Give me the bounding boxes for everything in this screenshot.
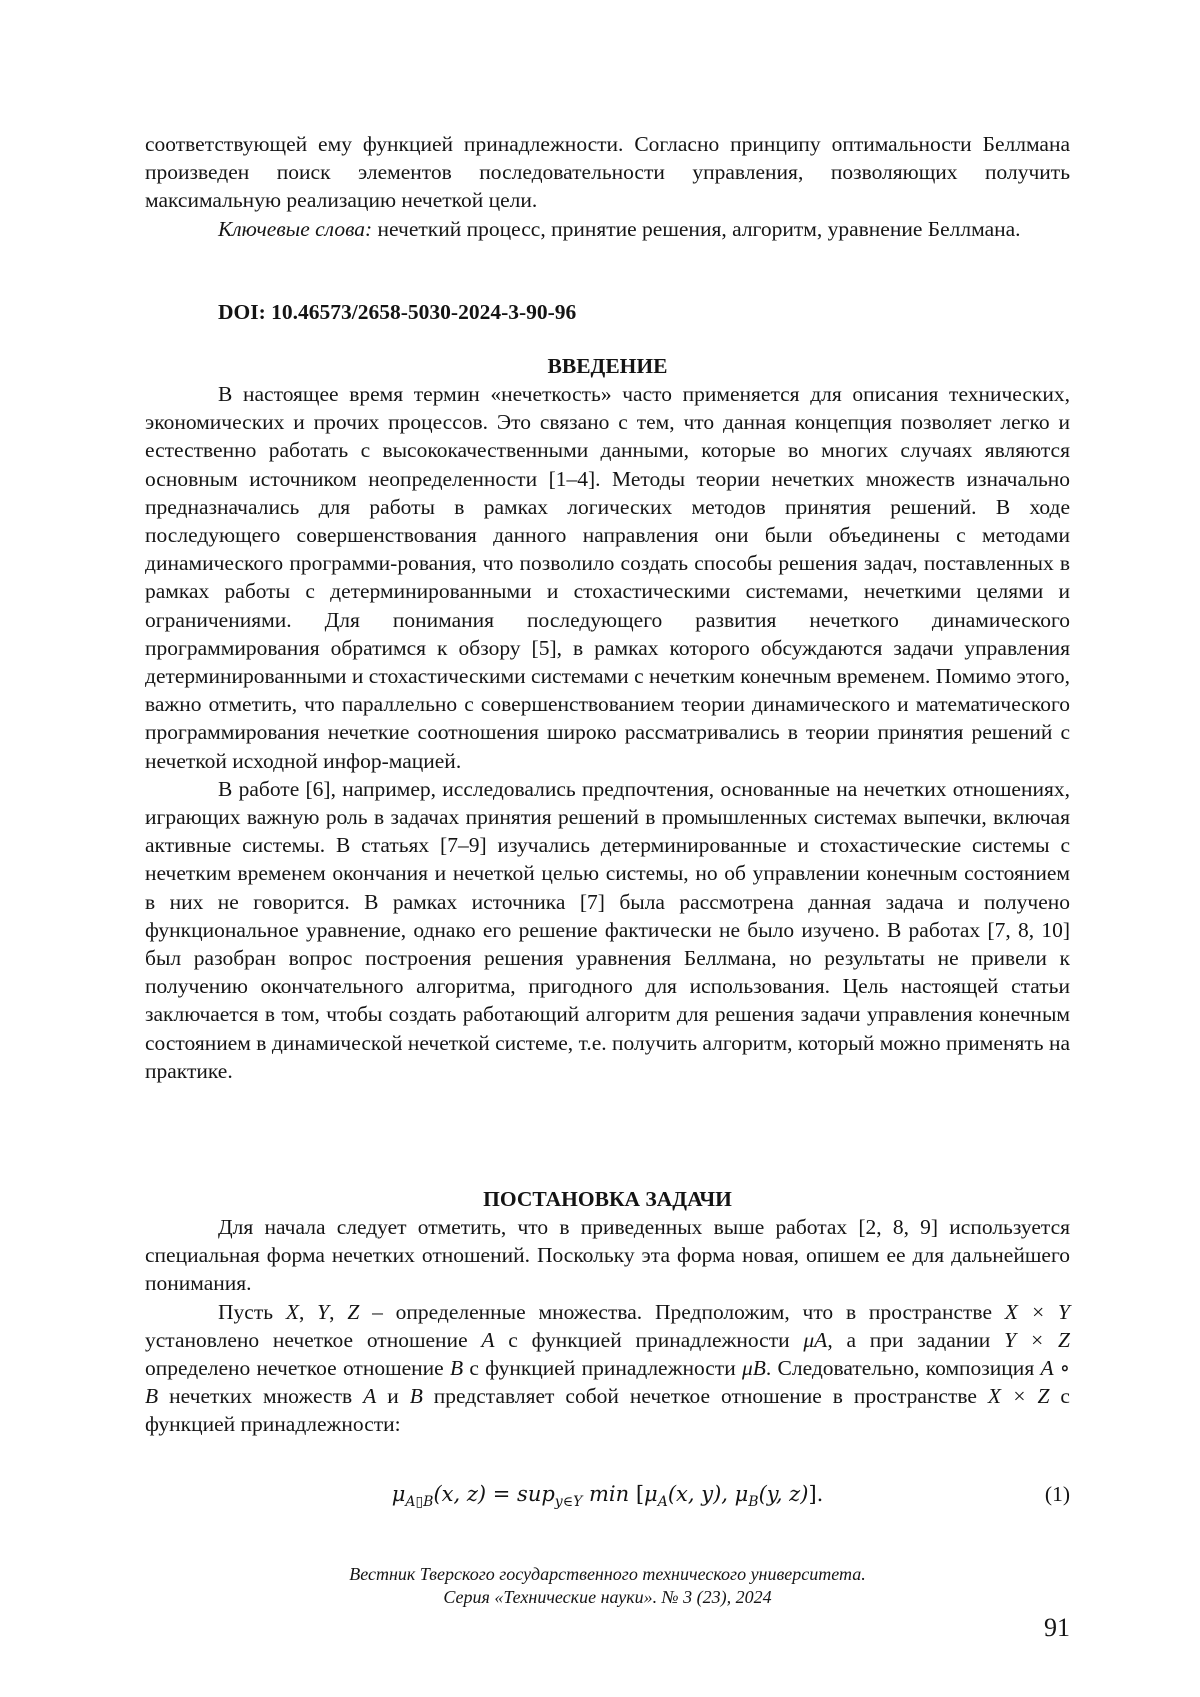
eq-sub-a: A (658, 1494, 668, 1510)
journal-footer (145, 1563, 1070, 1609)
introduction-block (145, 380, 1070, 1085)
keywords-text: нечеткий процесс, принятие решения, алгоритм, уравнение Беллмана. (372, 217, 1020, 241)
problem-paragraph-2 (145, 1298, 1070, 1439)
equation-1 (145, 1478, 1070, 1510)
introduction-paragraph-2: В работе [6], например, исследовались предпочтения, основанные на нечетких отношениях, играющих важную роль в задачах принятия решений в промышленных системах выпечки, включая активные системы. В статьях [7–9] изучались детерминированные и стохастические системы с нечетким временем окончания и нечеткой целью системы, но об управлении конечным состоянием в них не говорится. В рамках источника [7] была рассмотрена данная задача и получено функциональное уравнение, однако его решение фактически не было изучено. В работах [7, 8, 10] был разобран вопрос построения решения уравнения Беллмана, но результаты не привели к получению окончательного алгоритма, пригодного для использования. Цель настоящей статьи заключается в том, чтобы создать работающий алгоритм для решения задачи управления конечным состоянием в динамической нечеткой системе, т.е. получить алгоритм, который можно применять на практике. (145, 775, 1070, 1085)
eq-mu-a: μ (644, 1482, 658, 1506)
problem-heading: ПОСТАНОВКА ЗАДАЧИ (145, 1185, 1070, 1213)
set-a: A (363, 1384, 376, 1408)
p2-text-7: , а при задании (827, 1328, 1004, 1352)
p2-text-5: установлено нечеткое отношение (145, 1328, 481, 1352)
equation-number: (1) (1045, 1478, 1070, 1510)
equation-formula (145, 1478, 1070, 1518)
set-z: Z (347, 1300, 359, 1324)
eq-args-b: (y, z) (759, 1482, 809, 1506)
eq-sub-sup: y∈Y (555, 1494, 583, 1510)
p2-text-3: , (329, 1300, 347, 1324)
eq-min: min (582, 1482, 636, 1506)
p2-text-4: – определенные множества. Предположим, что в пространстве (359, 1300, 1005, 1324)
eq-args-left: (x, z) = sup (433, 1482, 554, 1506)
p2-text-8: определено нечеткое отношение (145, 1356, 450, 1380)
page-number: 91 (1044, 1613, 1070, 1643)
eq-mu: μ (392, 1482, 406, 1506)
eq-bracket-open: [ (636, 1482, 644, 1506)
membership-b: μB (742, 1356, 766, 1380)
relation-b: B (450, 1356, 463, 1380)
problem-block (145, 1213, 1070, 1439)
p2-text-12: и (376, 1384, 409, 1408)
p2-text-10: . Следовательно, композиция (766, 1356, 1041, 1380)
composition-ab: A ∘ B (145, 1356, 1070, 1408)
footer-line-2: Серия «Технические науки». № 3 (23), 2024 (145, 1586, 1070, 1609)
problem-paragraph-1: Для начала следует отметить, что в приведенных выше работах [2, 8, 9] используется специальная форма нечетких отношений. Поскольку эта форма новая, опишем ее для дальнейшего понимания. (145, 1213, 1070, 1298)
set-y: Y (317, 1300, 329, 1324)
introduction-heading: ВВЕДЕНИЕ (145, 352, 1070, 380)
p2-text-13: представляет собой нечеткое отношение в пространстве (423, 1384, 988, 1408)
paper-page (0, 0, 1200, 1697)
set-b: B (410, 1384, 423, 1408)
keywords-label: Ключевые слова: (218, 217, 372, 241)
abstract-block (145, 130, 1070, 243)
doi: DOI: 10.46573/2658-5030-2024-3-90-96 (218, 298, 576, 326)
keywords-paragraph (145, 215, 1070, 243)
space-xy: X × Y (1005, 1300, 1070, 1324)
p2-text-2: , (299, 1300, 317, 1324)
set-x: X (286, 1300, 299, 1324)
relation-a: A (481, 1328, 494, 1352)
eq-sub-composition: A▯B (405, 1494, 433, 1510)
footer-line-1: Вестник Тверского государственного технического университета. (145, 1563, 1070, 1586)
abstract-continuation: соответствующей ему функцией принадлежности. Согласно принципу оптимальности Беллмана произведен поиск элементов последовательности управления, позволяющих получить максимальную реализацию нечеткой цели. (145, 130, 1070, 215)
space-xz: X × Z (988, 1384, 1050, 1408)
p2-text-1: Пусть (218, 1300, 286, 1324)
p2-text-14: с функцией принадлежности: (145, 1384, 1070, 1436)
membership-a: μA (803, 1328, 827, 1352)
eq-args-a: (x, y), (668, 1482, 735, 1506)
space-yz: Y × Z (1004, 1328, 1070, 1352)
p2-text-9: с функцией принадлежности (463, 1356, 742, 1380)
eq-mu-b: μ (735, 1482, 749, 1506)
introduction-paragraph-1: В настоящее время термин «нечеткость» часто применяется для описания технических, экономических и прочих процессов. Это связано с тем, что данная концепция позволяет легко и естественно работать с высококачественными данными, которые во многих случаях являются основным источником неопределенности [1–4]. Методы теории нечетких множеств изначально предназначались для работы в рамках логических методов принятия решений. В ходе последующего совершенствования данного направления они были объединены с методами динамического программи-рования, что позволило создать способы решения задач, поставленных в рамках работы с детерминированными и стохастическими системами, нечеткими целями и ограничениями. Для понимания последующего развития нечеткого динамического программирования обратимся к обзору [5], в рамках которого обсуждаются задачи управления детерминированными и стохастическими системами с нечетким конечным временем. Помимо этого, важно отметить, что параллельно с совершенствованием теории динамического и математического программирования нечеткие соотношения широко рассматривались в теории принятия решений с нечеткой исходной инфор-мацией. (145, 380, 1070, 775)
p2-text-6: с функцией принадлежности (495, 1328, 804, 1352)
eq-sub-b: B (748, 1494, 758, 1510)
p2-text-11: нечетких множеств (158, 1384, 363, 1408)
eq-bracket-close: ]. (808, 1482, 823, 1506)
